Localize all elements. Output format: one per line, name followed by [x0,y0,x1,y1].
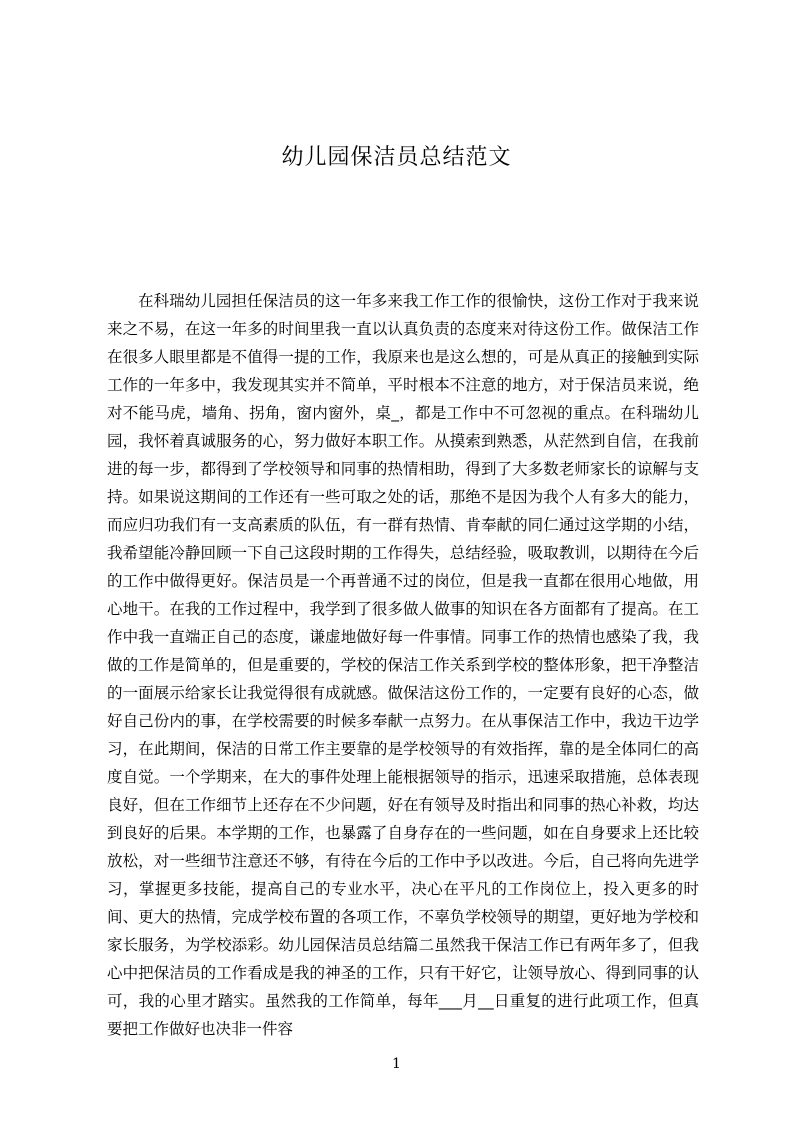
document-title: 幼儿园保洁员总结范文 [281,145,512,170]
page-number: 1 [392,1056,401,1072]
document-body-paragraph: 在科瑞幼儿园担任保洁员的这一年多来我工作工作的很愉快，这份工作对于我来说来之不易，在这一年多的时间里我一直以认真负责的态度来对待这份工作。做保洁工作在很多人眼里都是不值得一提的工作，我原来也是这么想的，可是从真正的接触到实际工作的一年多中，我发现其实并不简单，平时根本不注意的地方，对于保洁员来说，绝对不能马虎，墙角、拐角，窗内窗外，桌_，都是工作中不可忽视的重点。在科瑞幼儿园，我怀着真诚服务的心，努力做好本职工作。从摸索到熟悉，从茫然到自信，在我前进的每一步，都得到了学校领导和同事的热情相助，得到了大多数老师家长的谅解与支持。如果说这期间的工作还有一些可取之处的话，那绝不是因为我个人有多大的能力，而应归功我们有一支高素质的队伍，有一群有热情、肯奉献的同仁通过这学期的小结，我希望能冷静回顾一下自己这段时期的工作得失，总结经验，吸取教训，以期待在今后的工作中做得更好。保洁员是一个再普通不过的岗位，但是我一直都在很用心地做，用心地干。在我的工作过程中，我学到了很多做人做事的知识在各方面都有了提高。在工作中我一直端正自己的态度，谦虚地做好每一件事情。同事工作的热情也感染了我，我做的工作是简单的，但是重要的，学校的保洁工作关系到学校的整体形象，把干净整洁的一面展示给家长让我觉得很有成就感。做保洁这份工作的，一定要有良好的心态，做好自己份内的事，在学校需要的时候多奉献一点努力。在从事保洁工作中，我边干边学习，在此期间，保洁的日常工作主要靠的是学校领导的有效指挥，靠的是全体同仁的高度自觉。一个学期来，在大的事件处理上能根据领导的指示，迅速采取措施，总体表现良好，但在工作细节上还存在不少问题，好在有领导及时指出和同事的热心补救，均达到良好的后果。本学期的工作，也暴露了自身存在的一些问题，如在自身要求上还比较放松，对一些细节注意还不够，有待在今后的工作中予以改进。今后，自己将向先进学习，掌握更多技能，提高自己的专业水平，决心在平凡的工作岗位上，投入更多的时间、更大的热情，完成学校布置的各项工作，不辜负学校领导的期望，更好地为学校和家长服务，为学校添彩。幼儿园保洁员总结篇二虽然我干保洁工作已有两年多了，但我心中把保洁员的工作看成是我的神圣的工作，只有干好它，让领导放心、得到同事的认可，我的心里才踏实。虽然我的工作简单，每年___月__日重复的进行此项工作，但真要把工作做好也决非一件容 [107,292,699,1038]
